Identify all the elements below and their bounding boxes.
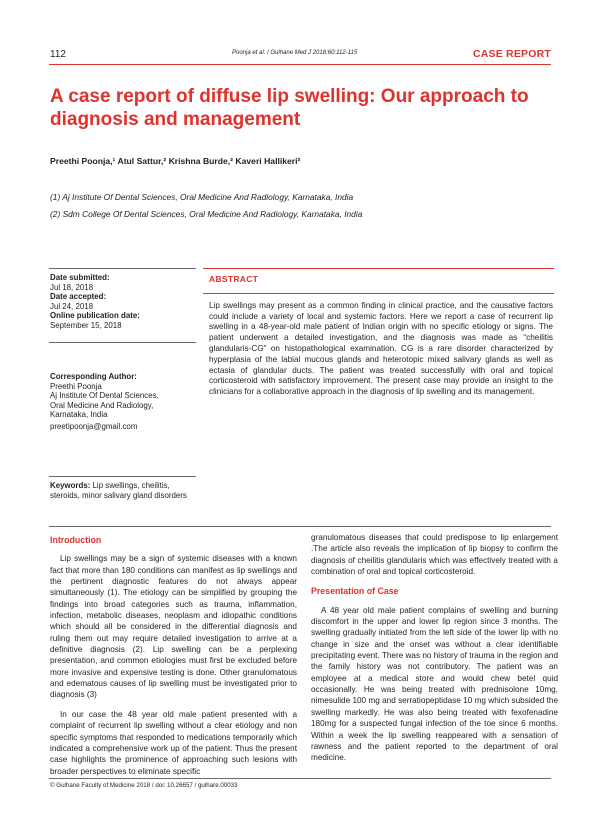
corresponding-author-address: Aj Institute Of Dental Sciences, bbox=[50, 391, 159, 401]
keywords-label: Keywords: bbox=[50, 481, 91, 490]
introduction-paragraph-1: Lip swellings may be a sign of systemic diseases with a known fact that more than 180 conditions can manifest as lip swellings and the pertinent diagnostic features do not always appear simultaneously (1). The etiology can be simplified by grouping the findings into broad categories such as trauma, inflammation, infection, metabolic diseases, neoplasm and idiopathic conditions which should all be considered in the differential diagnosis and ruling them out may require detailed investigation to arrive at a definitive diagnosis (2). Lip swelling can be a perplexing presentation, and common etiologies must first be excluded before more invasive and expensive testing is done. Other granulomatous and edematous causes of lip swelling must be investigated prior to diagnosis (3) bbox=[50, 554, 297, 700]
journal-citation: Poonja et al. / Gulhane Med J 2018;60:112-115 bbox=[232, 50, 358, 56]
date-accepted-label: Date accepted: bbox=[50, 292, 107, 302]
article-title: A case report of diffuse lip swelling: Our approach to diagnosis and management bbox=[50, 86, 529, 130]
keywords bbox=[50, 481, 195, 500]
corresponding-author-name: Preethi Poonja bbox=[50, 381, 102, 391]
abstract-text: Lip swellings may present as a common finding in clinical practice, and the causative factors could include a variety of local and systemic factors. Here we report a case of recurrent lip swelling in a 48-year-old male patient of Indian origin with no specific etiology or signs. The patient underwent a detailed investigation, and the diagnosis was made as “cheilitis glandularis-CG” on histopathological examination. CG is a rare disorder characterized by hyperplasia of the labial mucous glands and heterotopic mixed salivary glands as well as ectasia of glandular ducts. The patient was treated successfully with oral and topical corticosteroid with satisfactory improvement. The present case may provide an insight to the clinicians for a collaborative approach in the diagnosis of lip swelling and its management. bbox=[209, 300, 553, 397]
body-column-2 bbox=[311, 532, 558, 764]
affiliation-1: (1) Aj Institute Of Dental Sciences, Oral Medicine And Radiology, Karnataka, India bbox=[50, 192, 354, 202]
footer-divider bbox=[49, 778, 551, 779]
abstract-top-rule bbox=[203, 268, 554, 269]
date-submitted-label: Date submitted: bbox=[50, 273, 110, 282]
online-date-label: Online publication date: bbox=[50, 311, 140, 321]
introduction-continuation: granulomatous diseases that could predispose to lip enlargement .The article also reveals the implication of lip biopsy to confirm the diagnosis of cheilitis glandularis which was effectively treated with a combination of oral and topical corticosteroid. bbox=[311, 533, 558, 577]
case-presentation-paragraph: A 48 year old male patient complains of swelling and burning discomfort in the upper and lower lip region since 3 months. The swelling gradually initiated from the left side of the lower lip with no change in size and the onset was without a clear identifiable precipitating event. There was no history of trauma in the region and the family history was not contributory. The patient was an employee at a medical store and would chew betel quid occasionally. He was being treated with prednisolone 10mg, nimesulide 100 mg and serratiopeptidase 10 mg which subsided the swelling markedly. He was also being treated with fexofenadine 180mg for a suspected fungal infection of the toe since 6 months. Within a week the lip swelling reappeared with a sensation of rawness and the patient reported to the department of oral medicine. bbox=[311, 605, 558, 763]
front-matter-divider bbox=[49, 526, 551, 527]
sidebar-divider-top bbox=[49, 268, 196, 269]
affiliation-2: (2) Sdm College Of Dental Sciences, Oral Medicine And Radiology, Karnataka, India bbox=[50, 209, 363, 219]
copyright-footer: © Gulhane Faculty of Medicine 2018 / doi: 10.26657 / gulhare.00033 bbox=[50, 782, 238, 789]
sidebar-divider bbox=[49, 342, 196, 343]
corresponding-author bbox=[50, 372, 195, 432]
header-divider bbox=[49, 64, 551, 65]
corresponding-author-address: Oral Medicine And Radiology, bbox=[50, 400, 154, 410]
article-type-label: CASE REPORT bbox=[472, 48, 551, 60]
abstract-heading: ABSTRACT bbox=[209, 274, 259, 284]
keywords-text: Lip swellings, cheilitis, steroids, minor salivary gland disorders bbox=[50, 481, 187, 500]
date-accepted-value: Jul 24, 2018 bbox=[50, 301, 93, 311]
author-list: Preethi Poonja,¹ Atul Sattur,² Krishna Burde,² Kaveri Hallikeri² bbox=[50, 156, 301, 166]
online-date-value: September 15, 2018 bbox=[50, 320, 122, 330]
corresponding-author-label: Corresponding Author: bbox=[50, 372, 137, 381]
body-column-1 bbox=[50, 535, 297, 777]
page-number: 112 bbox=[50, 49, 66, 60]
date-submitted-value: Jul 18, 2018 bbox=[50, 282, 93, 292]
corresponding-author-email[interactable]: preetipoonja@gmail.com bbox=[50, 421, 138, 431]
case-presentation-heading: Presentation of Case bbox=[311, 586, 399, 597]
sidebar-divider bbox=[49, 476, 196, 477]
publication-dates bbox=[50, 273, 195, 331]
abstract-box bbox=[203, 268, 559, 398]
corresponding-author-address: Karnataka, India bbox=[50, 410, 108, 420]
introduction-heading: Introduction bbox=[50, 535, 102, 545]
abstract-rule bbox=[203, 293, 554, 294]
introduction-paragraph-2: In our case the 48 year old male patient presented with a complaint of recurrent lip swelling without a clear etiology and non specific symptoms that responded to medications temporarily which indicated a comprehensive work up of the patient. Thus the present case highlights the prominence of approaching such lesions with broader perspectives to eliminate specific bbox=[50, 709, 297, 776]
